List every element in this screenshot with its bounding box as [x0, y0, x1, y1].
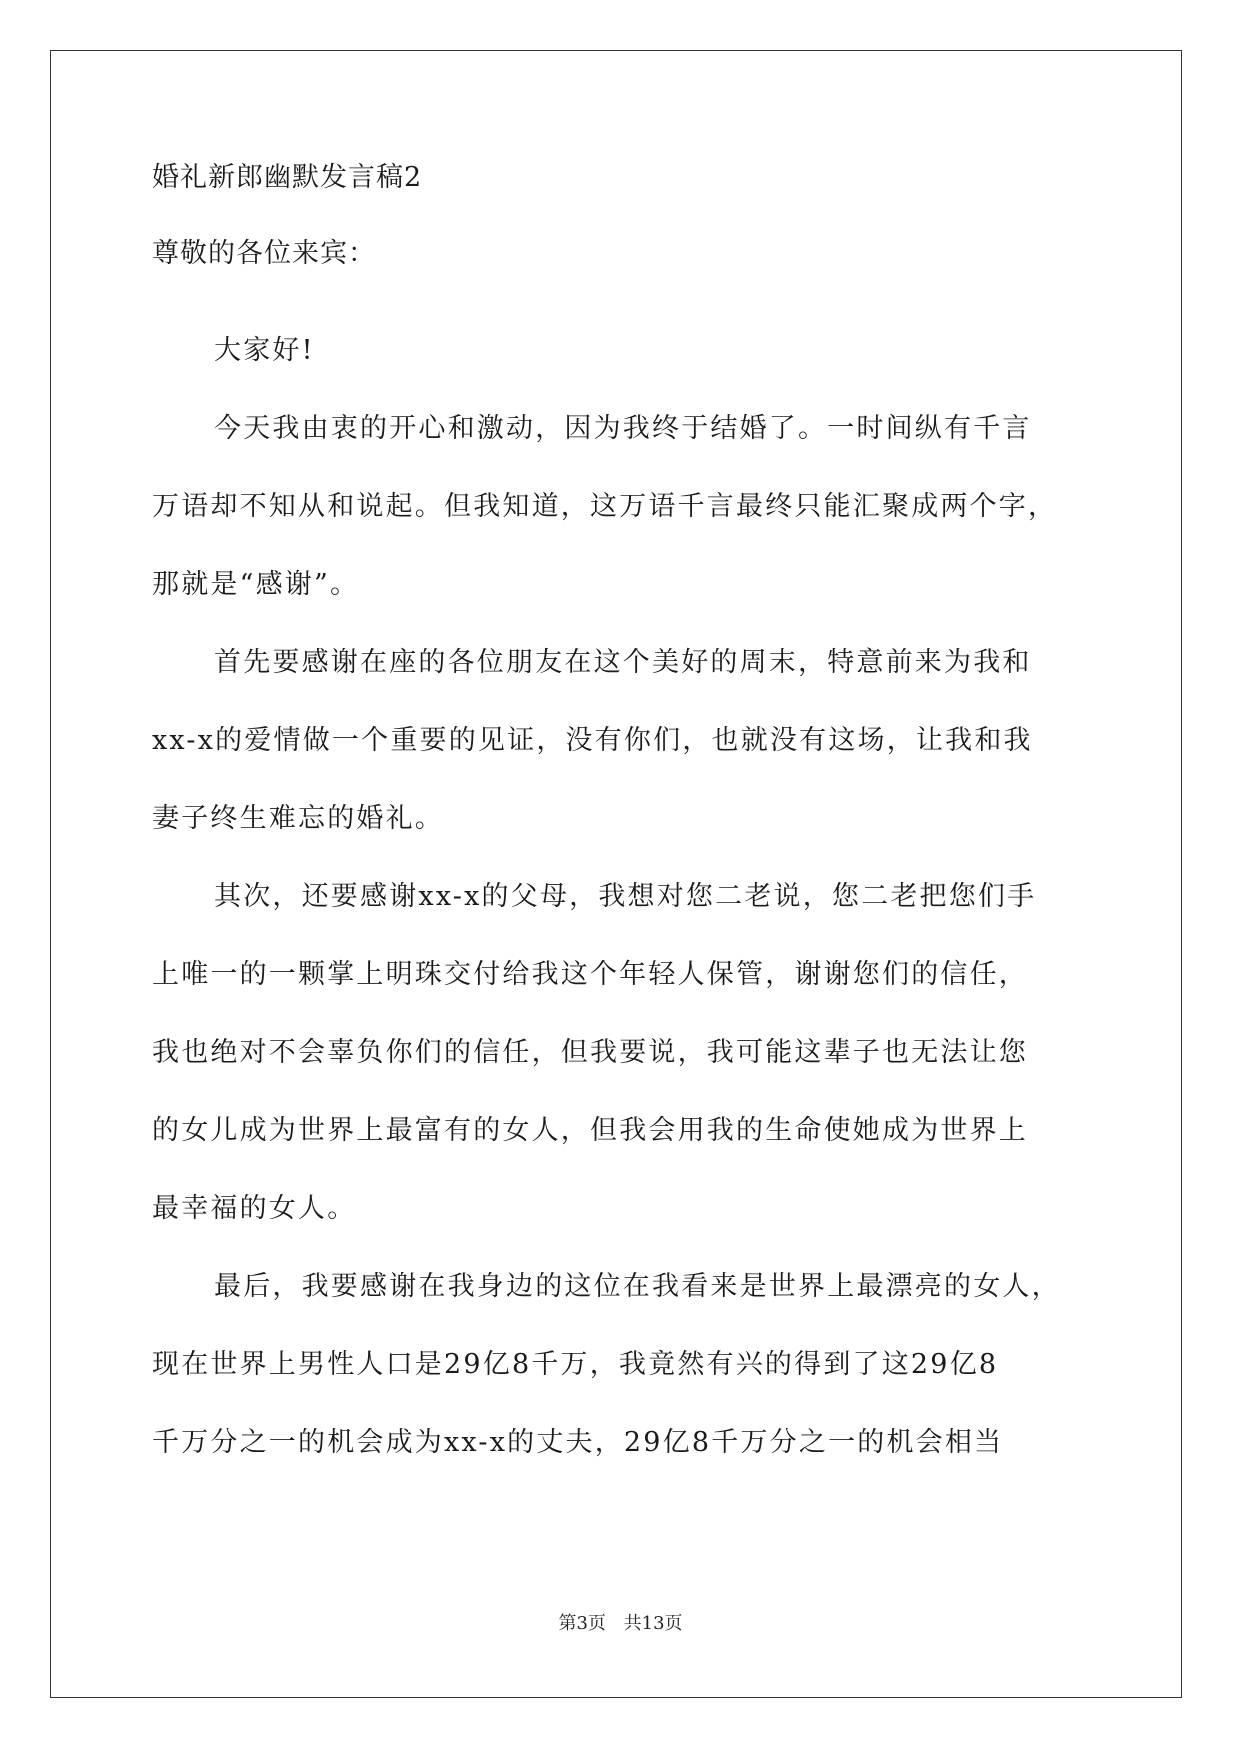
paragraph-greeting	[152, 312, 1107, 390]
text-line: 最后，我要感谢在我身边的这位在我看来是世界上最漂亮的女人，	[214, 1271, 1061, 1302]
text-line: 现在世界上男性人口是29亿8千万，我竟然有兴的得到了这29亿8	[152, 1349, 999, 1380]
text-line: 妻子终生难忘的婚礼。	[152, 803, 444, 834]
paragraph-opening	[152, 390, 1107, 624]
text-line: 大家好!	[214, 335, 315, 366]
document-body	[152, 160, 1107, 1482]
text-line: 最幸福的女人。	[152, 1193, 357, 1224]
text-line: 的女儿成为世界上最富有的女人，但我会用我的生命使她成为世界上	[152, 1115, 1028, 1146]
page-number: 第3页	[558, 1613, 606, 1634]
text-line: 万语却不知从和说起。但我知道，这万语千言最终只能汇聚成两个字，	[152, 491, 1058, 522]
document-title: 婚礼新郎幽默发言稿2	[152, 162, 423, 193]
text-line: 今天我由衷的开心和激动，因为我终于结婚了。一时间纵有千言	[214, 413, 1032, 444]
page-footer	[0, 1612, 1241, 1636]
text-line: xx-x的爱情做一个重要的见证，没有你们，也就没有这场，让我和我	[152, 725, 1033, 756]
text-line: 其次，还要感谢xx-x的父母，我想对您二老说，您二老把您们手	[214, 881, 1037, 912]
paragraph-thanks-friends	[152, 624, 1107, 858]
paragraph-thanks-parents	[152, 858, 1107, 1248]
text-line: 上唯一的一颗掌上明珠交付给我这个年轻人保管，谢谢您们的信任，	[152, 959, 1028, 990]
total-pages: 共13页	[623, 1613, 683, 1634]
text-line: 首先要感谢在座的各位朋友在这个美好的周末，特意前来为我和	[214, 647, 1032, 678]
text-line: 我也绝对不会辜负你们的信任，但我要说，我可能这辈子也无法让您	[152, 1037, 1028, 1068]
text-line: 千万分之一的机会成为xx-x的丈夫，29亿8千万分之一的机会相当	[152, 1427, 1004, 1458]
text-line: 那就是“感谢”。	[152, 569, 360, 600]
salutation: 尊敬的各位来宾：	[152, 238, 376, 269]
paragraph-thanks-wife	[152, 1248, 1107, 1482]
